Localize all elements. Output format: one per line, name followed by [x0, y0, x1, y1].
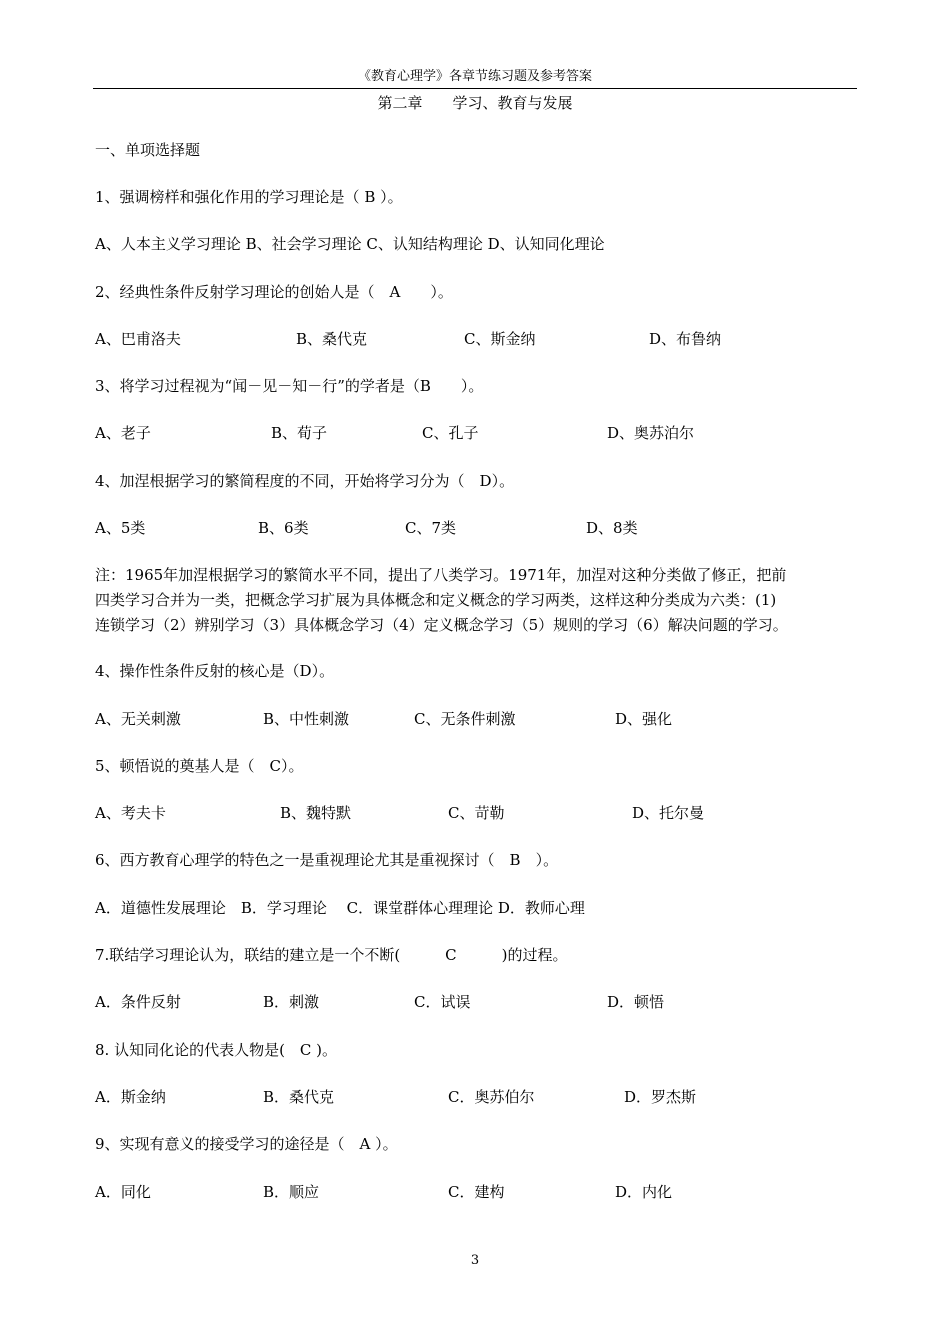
question-options: A、人本主义学习理论 B、社会学习理论 C、认知结构理论 D、认知同化理论: [95, 235, 605, 253]
option-b: B、荀子: [271, 424, 328, 442]
option-c: C．奥苏伯尔: [448, 1088, 535, 1106]
option-b: B．桑代克: [263, 1088, 335, 1106]
question-stem: 4、操作性条件反射的核心是（D）。: [95, 662, 335, 680]
option-b: B．刺激: [263, 993, 320, 1011]
question-stem: 2、经典性条件反射学习理论的创始人是（ A ）。: [95, 283, 453, 301]
option-d: D、托尔曼: [632, 804, 705, 822]
option-c: C、苛勒: [448, 804, 505, 822]
header-rule: [93, 88, 857, 89]
option-b: B、6类: [258, 519, 309, 537]
option-d: D、8类: [586, 519, 638, 537]
option-d: D．顿悟: [607, 993, 665, 1011]
option-a: A．同化: [95, 1183, 151, 1201]
option-d: D、强化: [615, 710, 673, 728]
option-b: B．顺应: [263, 1183, 320, 1201]
note-line: 四类学习合并为一类，把概念学习扩展为具体概念和定义概念的学习两类，这样这种分类成为六类：(1): [95, 591, 777, 609]
note-line: 连锁学习（2）辨别学习（3）具体概念学习（4）定义概念学习（5）规则的学习（6）解决问题的学习。: [95, 616, 788, 634]
chapter-title: 第二章 学习、教育与发展: [377, 94, 573, 112]
option-c: C、孔子: [422, 424, 479, 442]
option-b: B、中性刺激: [263, 710, 350, 728]
question-stem: 9、实现有意义的接受学习的途径是（ A ）。: [95, 1135, 398, 1153]
option-c: C．试误: [414, 993, 471, 1011]
question-stem: 5、顿悟说的奠基人是（ C）。: [95, 757, 304, 775]
question-options: A．道德性发展理论 B．学习理论 C．课堂群体心理理论 D．教师心理: [95, 899, 585, 917]
question-stem: 3、将学习过程视为“闻－见－知－行”的学者是（B ）。: [95, 377, 484, 395]
option-a: A、考夫卡: [95, 804, 166, 822]
option-d: D、奥苏泊尔: [607, 424, 695, 442]
question-stem: 7.联结学习理论认为，联结的建立是一个不断( C )的过程。: [95, 946, 568, 964]
running-header: 《教育心理学》各章节练习题及参考答案: [357, 69, 592, 84]
option-a: A、5类: [95, 519, 146, 537]
option-c: C、7类: [405, 519, 457, 537]
note-line: 注：1965年加涅根据学习的繁简水平不同，提出了八类学习。1971年，加涅对这种分类做了修正，把前: [95, 566, 787, 584]
option-a: A、老子: [95, 424, 151, 442]
option-a: A．条件反射: [95, 993, 181, 1011]
option-a: A、巴甫洛夫: [95, 330, 181, 348]
option-d: D．内化: [615, 1183, 673, 1201]
option-a: A、无关刺激: [95, 710, 181, 728]
option-a: A．斯金纳: [95, 1088, 166, 1106]
option-d: D、布鲁纳: [649, 330, 722, 348]
option-d: D．罗杰斯: [624, 1088, 697, 1106]
note-paragraph: [95, 563, 860, 638]
question-stem: 6、西方教育心理学的特色之一是重视理论尤其是重视探讨（ B ）。: [95, 851, 559, 869]
page-number: 3: [470, 1253, 480, 1268]
option-c: C、无条件刺激: [414, 710, 516, 728]
option-b: B、桑代克: [296, 330, 368, 348]
option-b: B、魏特默: [280, 804, 352, 822]
question-stem: 8. 认知同化论的代表人物是( C )。: [95, 1041, 338, 1059]
option-c: C．建构: [448, 1183, 505, 1201]
question-stem: 4、加涅根据学习的繁简程度的不同，开始将学习分为（ D）。: [95, 472, 515, 490]
question-stem: 1、强调榜样和强化作用的学习理论是（ B ）。: [95, 188, 403, 206]
section-title: 一、单项选择题: [95, 141, 201, 159]
option-c: C、斯金纳: [464, 330, 536, 348]
